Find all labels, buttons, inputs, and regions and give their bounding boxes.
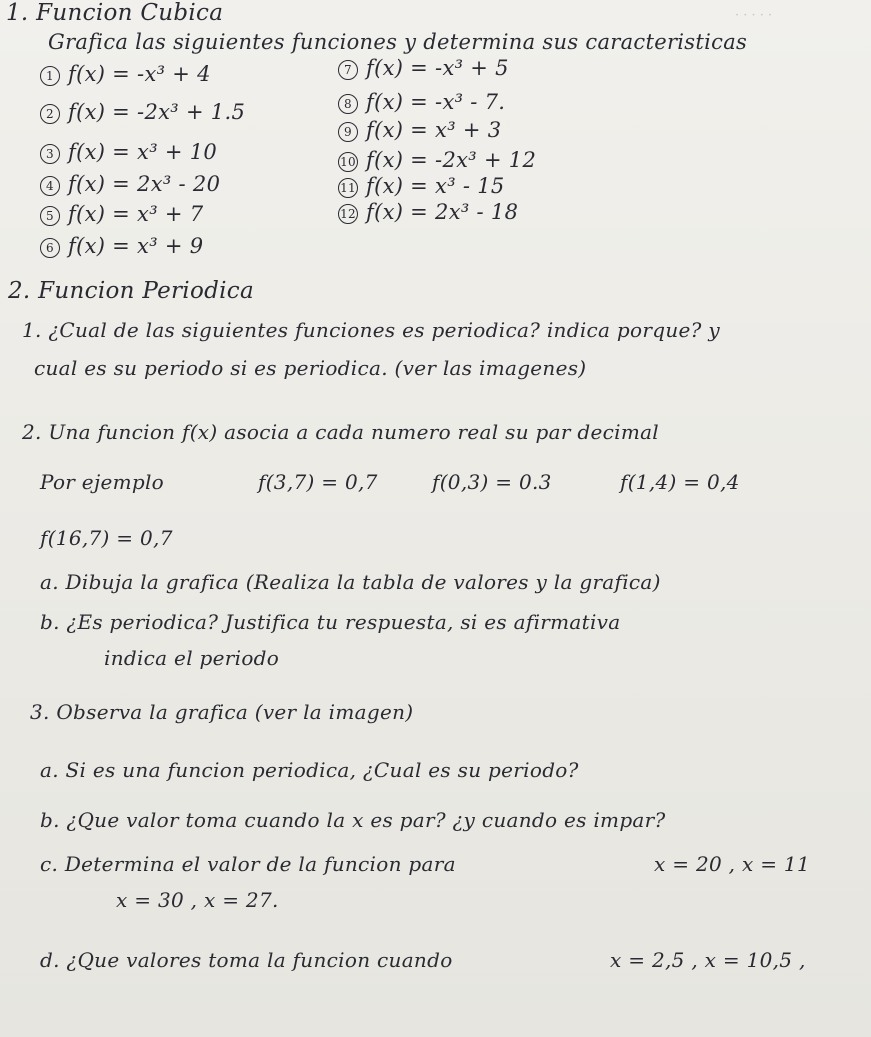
cubic-item: [338, 56, 509, 80]
question-2-example-2: f(0,3) = 0.3: [432, 470, 552, 494]
cubic-item: [338, 174, 505, 198]
item-number: 4: [40, 176, 60, 196]
cubic-expression: f(x) = 2x³ - 18: [366, 200, 519, 224]
item-number: 8: [338, 94, 358, 114]
cubic-item: [338, 118, 501, 142]
question-2-example-1: f(3,7) = 0,7: [258, 470, 378, 494]
item-number: 9: [338, 122, 358, 142]
item-number: 6: [40, 238, 60, 258]
cubic-item: [40, 234, 203, 258]
question-2b-line1: b. ¿Es periodica? Justifica tu respuesta, si es afirmativa: [40, 610, 621, 634]
item-number: 7: [338, 60, 358, 80]
question-1-line1: 1. ¿Cual de las siguientes funciones es periodica? indica porque? y: [22, 318, 720, 342]
question-3: 3. Observa la grafica (ver la imagen): [30, 700, 414, 724]
cubic-expression: f(x) = x³ + 3: [366, 118, 502, 142]
question-2-example-lead: Por ejemplo: [40, 470, 164, 494]
cubic-item: [338, 90, 505, 114]
question-3c-values-2: x = 30 , x = 27.: [116, 888, 279, 912]
cubic-item: [40, 140, 217, 164]
question-1-line2: cual es su periodo si es periodica. (ver las imagenes): [34, 356, 587, 380]
cubic-expression: f(x) = -x³ - 7.: [366, 90, 506, 114]
question-2-example-3: f(1,4) = 0,4: [620, 470, 740, 494]
cubic-expression: f(x) = x³ - 15: [366, 174, 505, 198]
item-number: 1: [40, 66, 60, 86]
cubic-item: [40, 100, 245, 124]
question-3c-line1: c. Determina el valor de la funcion para: [40, 852, 456, 876]
cubic-expression: f(x) = x³ + 7: [68, 202, 204, 226]
section2-title: 2. Funcion Periodica: [8, 278, 254, 304]
cubic-item: [338, 148, 536, 172]
question-3d-lead: d. ¿Que valores toma la funcion cuando: [40, 948, 453, 972]
item-number: 2: [40, 104, 60, 124]
item-number: 10: [338, 152, 358, 172]
question-2a: a. Dibuja la grafica (Realiza la tabla de valores y la grafica): [40, 570, 661, 594]
bleed-through-text: · · · · ·: [735, 8, 773, 23]
cubic-expression: f(x) = -2x³ + 1.5: [68, 100, 246, 124]
cubic-expression: f(x) = x³ + 10: [68, 140, 218, 164]
cubic-item: [40, 172, 220, 196]
item-number: 12: [338, 204, 358, 224]
question-3d-values: x = 2,5 , x = 10,5 ,: [610, 948, 806, 972]
question-3b: b. ¿Que valor toma cuando la x es par? ¿y cuando es impar?: [40, 808, 666, 832]
cubic-expression: f(x) = x³ + 9: [68, 234, 204, 258]
question-2b-line2: indica el periodo: [104, 646, 280, 670]
cubic-expression: f(x) = -x³ + 5: [366, 56, 509, 80]
item-number: 5: [40, 206, 60, 226]
cubic-item: [40, 62, 211, 86]
cubic-expression: f(x) = 2x³ - 20: [68, 172, 221, 196]
cubic-item: [338, 200, 518, 224]
question-3c-values-1: x = 20 , x = 11: [654, 852, 810, 876]
cubic-expression: f(x) = -2x³ + 12: [366, 148, 537, 172]
section1-instruction: Grafica las siguientes funciones y determina sus caracteristicas: [48, 30, 748, 54]
question-2-example-4: f(16,7) = 0,7: [40, 526, 173, 550]
cubic-expression: f(x) = -x³ + 4: [68, 62, 211, 86]
question-3a: a. Si es una funcion periodica, ¿Cual es su periodo?: [40, 758, 579, 782]
section1-title: 1. Funcion Cubica: [6, 0, 224, 26]
question-2-line1: 2. Una funcion f(x) asocia a cada numero real su par decimal: [22, 420, 660, 444]
item-number: 3: [40, 144, 60, 164]
cubic-item: [40, 202, 203, 226]
item-number: 11: [338, 178, 358, 198]
